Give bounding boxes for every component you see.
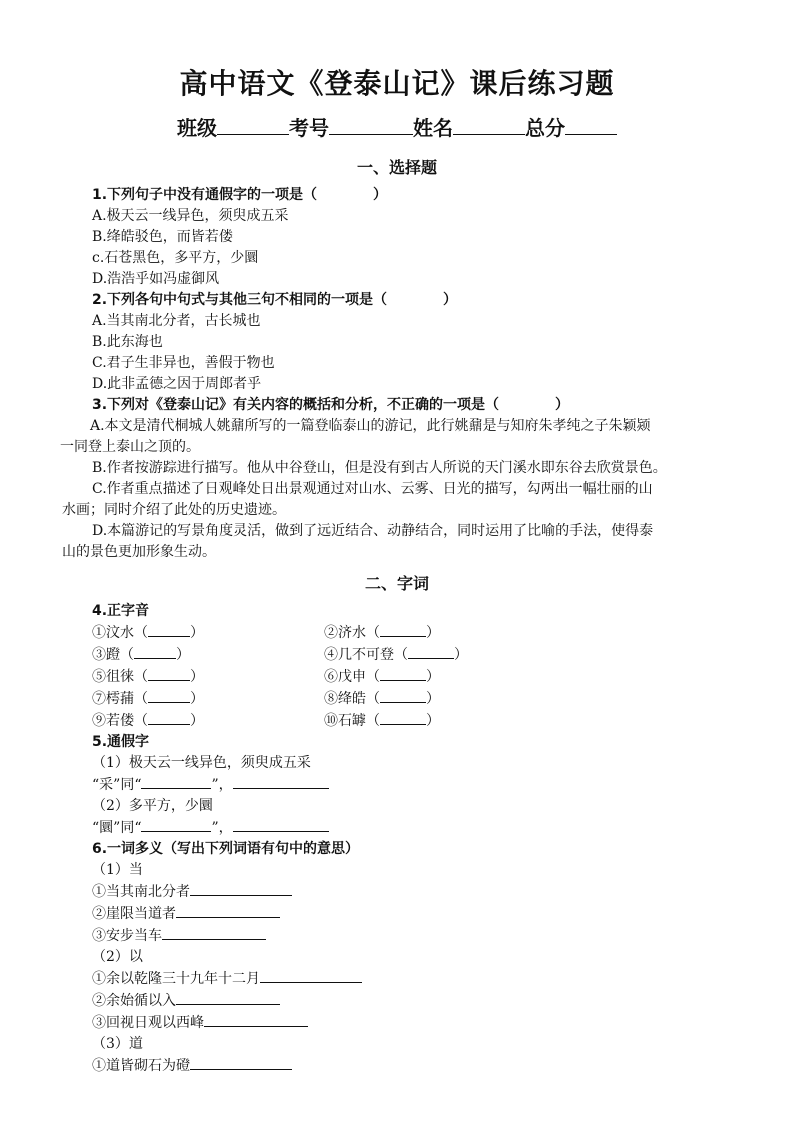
tongjia-char-blank[interactable] (141, 817, 211, 832)
pron-blank[interactable] (134, 644, 176, 659)
polysemy-item (92, 1012, 737, 1034)
close-paren: ） (176, 647, 190, 663)
polysemy-sentence: ①当其南北分者 (92, 884, 190, 900)
pron-blank[interactable] (380, 688, 426, 703)
tongjia-sep: ”， (211, 820, 233, 836)
polysemy-blank[interactable] (260, 968, 362, 983)
score-blank[interactable] (565, 116, 617, 135)
polysemy-heading: （2）以 (92, 949, 143, 965)
option-c-line-1: C.作者重点描述了日观峰处日出景观通过对山水、云雾、日光的描写，勾两出一幅壮丽的山 (92, 481, 653, 497)
close-paren: ） (190, 625, 204, 641)
pronunciation-row (92, 666, 737, 688)
close-paren: ） (190, 669, 204, 685)
pron-blank[interactable] (408, 644, 454, 659)
pronunciation-row (92, 710, 737, 732)
pronunciation-row (92, 644, 737, 666)
pron-item-right: ⑥戊申（ (324, 669, 380, 685)
polysemy-heading: （3）道 (92, 1036, 143, 1052)
polysemy-item (92, 990, 737, 1012)
polysemy-item (92, 881, 737, 903)
tongjia-prompt: “采”同“ (92, 777, 142, 793)
polysemy-blank[interactable] (190, 881, 292, 896)
question-2-option: D.此非孟德之因于周郎者乎 (92, 376, 262, 392)
class-label: 班级 (177, 116, 217, 140)
question-2-option: C.君子生非异也，善假于物也 (92, 355, 275, 371)
polysemy-sentence: ①余以乾隆三十九年十二月 (92, 971, 260, 987)
option-d-line-2: 山的景色更加形象生动。 (62, 544, 216, 560)
polysemy-sentence: ②余始循以入 (92, 993, 176, 1009)
polysemy-item (92, 903, 737, 925)
pron-item-left: ⑨若偻（ (92, 713, 148, 729)
pron-blank[interactable] (380, 622, 426, 637)
polysemy-item (92, 968, 737, 990)
pronunciation-row (92, 688, 737, 710)
option-d-line-1: D.本篇游记的写景角度灵活，做到了远近结合、动静结合，同时运用了比喻的手法，使得泰 (92, 523, 654, 539)
close-paren: ） (426, 691, 440, 707)
close-paren: ） (426, 625, 440, 641)
question-2-stem: 2.下列各句中句式与其他三句不相同的一项是（ ） (92, 292, 458, 308)
pron-item-right: ②济水（ (324, 625, 380, 641)
polysemy-sentence: ①道皆砌石为磴 (92, 1058, 190, 1074)
polysemy-blank[interactable] (190, 1055, 292, 1070)
polysemy-sentence: ③安步当车 (92, 928, 162, 944)
question-2-option: B.此东海也 (92, 334, 163, 350)
pron-blank[interactable] (148, 688, 190, 703)
polysemy-blank[interactable] (176, 903, 280, 918)
option-a-line-1: A.本文是清代桐城人姚鼐所写的一篇登临泰山的游记，此行姚鼐是与知府朱孝纯之子朱颖颎 (90, 418, 651, 434)
close-paren: ） (426, 669, 440, 685)
tongjia-sentence: （1）极天云一线异色，须臾成五采 (92, 755, 311, 771)
name-blank[interactable] (453, 116, 525, 135)
number-blank[interactable] (329, 116, 413, 135)
question-3-option-c (62, 479, 737, 521)
question-1-stem: 1.下列句子中没有通假字的一项是（ ） (92, 187, 388, 203)
question-1-option: D.浩浩乎如冯虚御风 (92, 271, 220, 287)
polysemy-blank[interactable] (162, 925, 266, 940)
close-paren: ） (190, 691, 204, 707)
tongjia-answer-line (92, 817, 737, 839)
tongjia-sentence: （2）多平方，少圜 (92, 798, 213, 814)
tongjia-char-blank[interactable] (141, 774, 211, 789)
question-3-option-a (60, 416, 737, 458)
pron-item-left: ⑦樗蒱（ (92, 691, 148, 707)
pron-blank[interactable] (380, 666, 426, 681)
word-questions (92, 601, 737, 1077)
student-info-line (0, 112, 794, 141)
pron-item-right: ⑩石罅（ (324, 713, 380, 729)
question-3-option-b: B.作者按游踪进行描写。他从中谷登山，但是没有到古人所说的天门溪水即东谷去欣赏景色。 (92, 460, 667, 476)
question-5-stem: 5.通假字 (92, 734, 150, 750)
pron-item-right: ④几不可登（ (324, 647, 408, 663)
pron-blank[interactable] (148, 710, 190, 725)
pron-blank[interactable] (380, 710, 426, 725)
option-c-line-2: 水画；同时介绍了此处的历史遗迹。 (62, 502, 286, 518)
question-3-stem: 3.下列对《登泰山记》有关内容的概括和分析，不正确的一项是（ ） (92, 397, 570, 413)
polysemy-item (92, 1055, 737, 1077)
tongjia-meaning-blank[interactable] (233, 817, 329, 832)
polysemy-blank[interactable] (204, 1012, 308, 1027)
class-blank[interactable] (217, 116, 289, 135)
name-label: 姓名 (413, 116, 453, 140)
number-label: 考号 (289, 116, 329, 140)
score-label: 总分 (525, 116, 565, 140)
choice-questions (60, 185, 737, 563)
polysemy-blank[interactable] (176, 990, 280, 1005)
question-4-stem: 4.正字音 (92, 603, 150, 619)
page-title: 高中语文《登泰山记》课后练习题 (179, 67, 615, 100)
pron-item-left: ⑤徂徕（ (92, 669, 148, 685)
question-3-option-d (62, 521, 737, 563)
option-a-line-2: 一同登上泰山之顶的。 (60, 439, 200, 455)
pron-item-left: ③蹬（ (92, 647, 134, 663)
pronunciation-row (92, 622, 737, 644)
question-2-option: A.当其南北分者，古长城也 (92, 313, 261, 329)
close-paren: ） (454, 647, 468, 663)
question-1-option: A.极天云一线异色，须臾成五采 (92, 208, 289, 224)
polysemy-sentence: ②崖限当道者 (92, 906, 176, 922)
close-paren: ） (426, 713, 440, 729)
section-heading-choice: 一、选择题 (356, 158, 437, 177)
tongjia-answer-line (92, 774, 737, 796)
tongjia-meaning-blank[interactable] (233, 774, 329, 789)
polysemy-sentence: ③回视日观以西峰 (92, 1015, 204, 1031)
section-heading-words: 二、字词 (364, 574, 429, 593)
pron-item-right: ⑧绛皓（ (324, 691, 380, 707)
pron-blank[interactable] (148, 622, 190, 637)
polysemy-heading: （1）当 (92, 862, 143, 878)
question-1-option: B.绛皓驳色，而皆若偻 (92, 229, 233, 245)
pron-blank[interactable] (148, 666, 190, 681)
close-paren: ） (190, 713, 204, 729)
question-1-option: c.石苍黑色，多平方，少圜 (92, 250, 259, 266)
tongjia-sep: ”， (211, 777, 233, 793)
pron-item-left: ①汶水（ (92, 625, 148, 641)
question-6-stem: 6.一词多义（写出下列词语有句中的意思） (92, 841, 360, 857)
polysemy-item (92, 925, 737, 947)
tongjia-prompt: “圜”同“ (92, 820, 142, 836)
